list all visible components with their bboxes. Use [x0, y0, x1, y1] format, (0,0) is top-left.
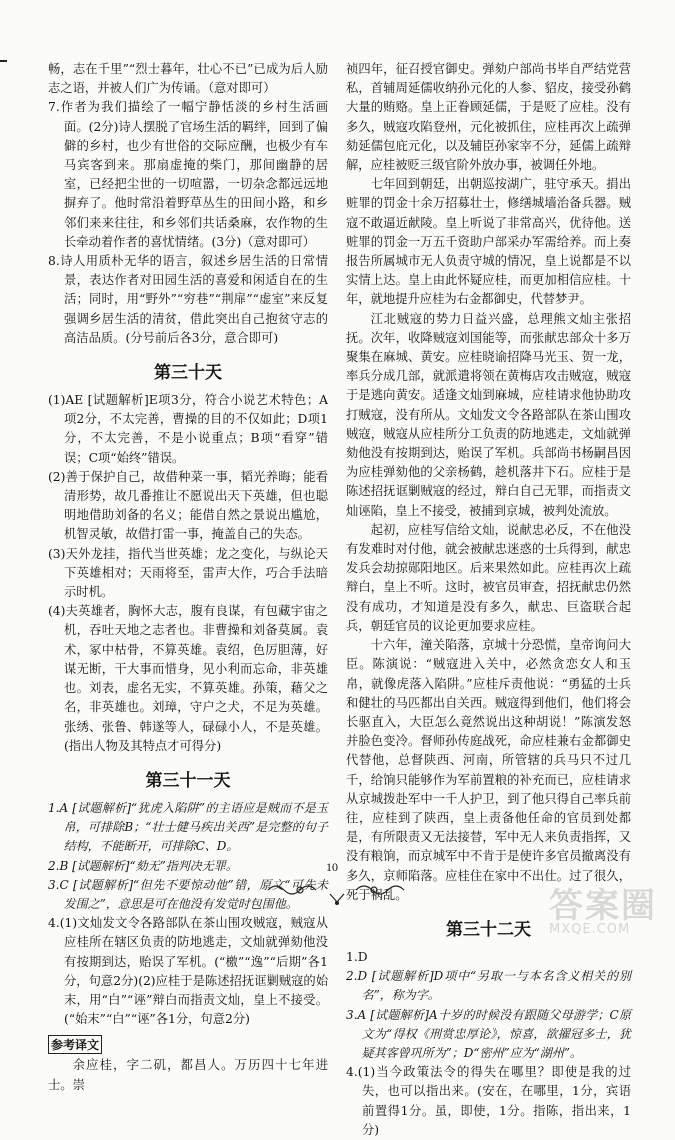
day30-answer-1: (1)AE [试题解析]E项3分，符合小说艺术特色；A项2分，不太完善，曹操的目的不仅如此；D项1分，不太完善，不是小说重点；B项“看穿”错误；C项“始终”错误。	[48, 393, 328, 465]
day32-answer-3: 3.A [试题解析]A十岁的时候没有跟随父母游学；C原文为“得权《刑赏忠厚论》，惊喜，欲擢冠多士，犹疑其客曾巩所为”；D“密州”应为“湖州”。	[346, 1007, 631, 1060]
day-31-title: 第三十一天	[145, 770, 231, 791]
left-column	[48, 60, 328, 1095]
day31-answer-4: 4.(1)文灿发文令各路部队在茶山围攻贼寇，贼寇从应桂所在辖区负责的防地逃走，文灿就弹劾他没有按期到达，贻误了军机。(“檄”“逸”“后期”各1分，句意2分)(2)应桂于是陈述招抚诓剿贼寇的始末，用“白”“诬”辩白而指责文灿，皇上不接受。(“始末”“白”“诬”各1分，句意2分)	[48, 916, 328, 1027]
right-column	[346, 60, 631, 1140]
watermark-logo	[549, 886, 659, 939]
day30-answer-3: (3)天外龙挂，指代当世英雄；龙之变化，与纵论天下英雄相对；天雨将至，雷声大作，巧合手法暗示时机。	[48, 546, 328, 600]
translation-para-5: 十六年，潼关陷落，京城十分恐慌，皇帝询问大臣。陈演说：“贼寇进入关中，必然贪恋女人和玉帛，就像虎落入陷阱。”应桂斥责他说：“勇猛的士兵和健壮的马匹都出自关西。贼寇得到他们，他们将会长驱直入，大臣怎么竟然说出这种胡说！”陈演发怒并脸色变冷。督师孙传庭战死，命应桂兼右金都御史代替他，总督陕西、河南，所管辖的兵马只不过几千，给饷只能够作为军前置粮的补充而已，应桂请求从京城拨赴军中一千人护卫，到了他只得自己率兵前往，应桂到了陕西，皇上责备他任命的官员到处都是，有所限责又无法接替，军中无人来负责指挥，又没有粮饷，而京城军中不肯于是使许多官员撤离没有多久，京师陷落。应桂住在家中不出仕。过了很久，死于祸乱。	[346, 638, 631, 902]
day31-answer-1: 1.A [试题解析]“犹虎入陷阱”的主语应是贼而不是玉帛，可排除B；“壮士健马疾出关西”是完整的句子结构，不能断开，可排除C、D。	[48, 800, 328, 854]
day32-answer-2: 2.D [试题解析]D项中“另取一与本名含义相关的别名”，称为字。	[346, 969, 631, 1003]
day32-answer-1: 1.D	[346, 949, 368, 964]
question-7: 7.作者为我们描绘了一幅宁静恬淡的乡村生活画面。(2分)诗人摆脱了官场生活的羁绊，回到了偏僻的乡村，也少有世俗的交际应酬，也极少有车马宾客到来。那扇虚掩的柴门，那间幽静的居室，已经把尘世的一切喧嚣，一切杂念都远远地摒弃了。他时常沿着野草丛生的田间小路，和乡邻们来来往往，和乡邻们共话桑麻，农作物的生长牵动着作者的喜忧情绪。(3分)（意对即可）	[48, 100, 328, 249]
page-number: 10	[326, 860, 338, 874]
intro-text: 畅，志在千里”“烈士暮年，壮心不已”已成为后人励志之语，并被人们广为传诵。（意对即可）	[48, 62, 328, 96]
reference-translation-start: 余应桂，字二矶，都昌人。万历四十七年进士。崇	[48, 1058, 328, 1092]
translation-para-3: 江北贼寇的势力日益兴盛，总理熊文灿主张招抚。次年，收降贼寇刘国能等，而张献忠部众十多万聚集在麻城、黄安。应桂晓谕招降马光玉、贺一龙，率兵分成几部，就派遣将领在黄梅店攻击贼寇，贼寇于是逃向黄安。适逢文灿到麻城，应桂请求他协助攻打贼寇，没有所从。文灿发文令各路部队在茶山围攻贼寇，贼寇从应桂所分工负责的防地逃走，文灿就弹劾他没有按期到达，贻误了军机。兵部尚书杨嗣昌因为应桂弹劾他的父亲杨鹤，趁机落井下石。应桂于是陈述招抚诓剿贼寇的经过，辩白自己无罪，而指责文灿诬陷，皇上不接受，被捕到京城，被判处流放。	[346, 311, 631, 518]
day30-answer-2: (2)善于保护自己，故借种菜一事，韬光养晦；能看清形势，故几番推让不愿说出天下英雄，但也聪明地借助刘备的名义；能借自然之景说出尴尬，机智灵敏，故借打雷一事，掩盖自己的失态。	[48, 469, 328, 542]
day31-answer-3: 3.C [试题解析]“但先不要惊动他”错，原文“可先未发围之”，意思是可在他没有发觉时包围他。	[48, 877, 328, 911]
reference-translation-label: 参考译文	[48, 1035, 102, 1054]
day-30-title: 第三十天	[154, 363, 222, 384]
question-8: 8.诗人用质朴无华的语言，叙述乡居生活的日常情景，表达作者对田园生活的喜爱和闲适自在的生活；同时，用“野外”“穷巷”“荆扉”“虚室”来反复强调乡居生活的清贫，借此突出自己抱贫守志的高洁品质。(分号前后各3分，意合即可)	[48, 254, 328, 345]
translation-para-2: 七年回到朝廷，出朝巡按湖广，驻守承天。捐出赃罪的罚金十余万招募壮士，修缮城墙治备兵器。贼寇不敢逼近献陵。皇上听说了非常高兴，优待他。送赃罪的罚金一万五千资助户部采办军需给养。而上奏报告所属城市无人负责守城的情况，皇上说都是不以实情上达。皇上由此怀疑应桂，而更加相信应桂。十年，就地提升应桂为右金都御史，代替梦尹。	[346, 177, 631, 307]
translation-para-4: 起初，应桂写信给文灿，说献忠必反，不在他没有发难时对付他，就会被献忠迷惑的士兵得到，献忠发兵会劫掠郧阳地区。后来果然如此。应桂再次上疏辩白，皇上不听。这时，被官员审查，招抚献忠仍然没有成功，才知道是没有多久，献忠、巨盗联合起兵，朝廷官员的议论更加要求应桂。	[346, 522, 631, 633]
day32-answer-4: 4.(1)当今政策法令的得失在哪里？即使是我的过失，也可以指出来。(安在，在哪里，1分，宾语前置得1分。虽，即使，1分。指陈，指出来，1分)	[346, 1065, 631, 1137]
day30-answer-4: (4)夫英雄者，胸怀大志，腹有良谋，有包藏宇宙之机，吞吐天地之志者也。非曹操和刘备莫属。袁术，冢中枯骨，不算英雄。袁绍，色厉胆薄，好谋无断，干大事而惜身，见小利而忘命，非英雄也。刘表，虚名无实，不算英雄。孙策，藉父之名，非英雄也。刘璋，守户之犬，不足为英雄。张绣、张鲁、韩遂等人，碌碌小人，不是英雄。(指出人物及其特点才可得分)	[48, 604, 328, 753]
watermark-brand: 答案圈	[549, 886, 657, 926]
day-32-title: 第三十二天	[446, 919, 531, 940]
watermark-domain: MXQE.COM	[549, 922, 631, 937]
translation-para-1: 祯四年，征召授官御史。弹劾户部尚书毕自严结党营私，首辅周延儒收纳孙元化的人参、貂皮，接受孙鹤大量的贿赂。皇上正眷顾延儒，于是贬了应桂。没有多久，贼寇攻陷登州，元化被抓住，应桂再次上疏弹劾延儒包庇元化，以及辅臣孙家宰不分，延儒上疏辩解，应桂被贬三级官阶外放办事，被调任外地。	[346, 62, 631, 173]
day31-answer-2: 2.B [试题解析]“劾无”指判决无罪。	[48, 858, 238, 873]
edge-mark	[0, 60, 7, 62]
